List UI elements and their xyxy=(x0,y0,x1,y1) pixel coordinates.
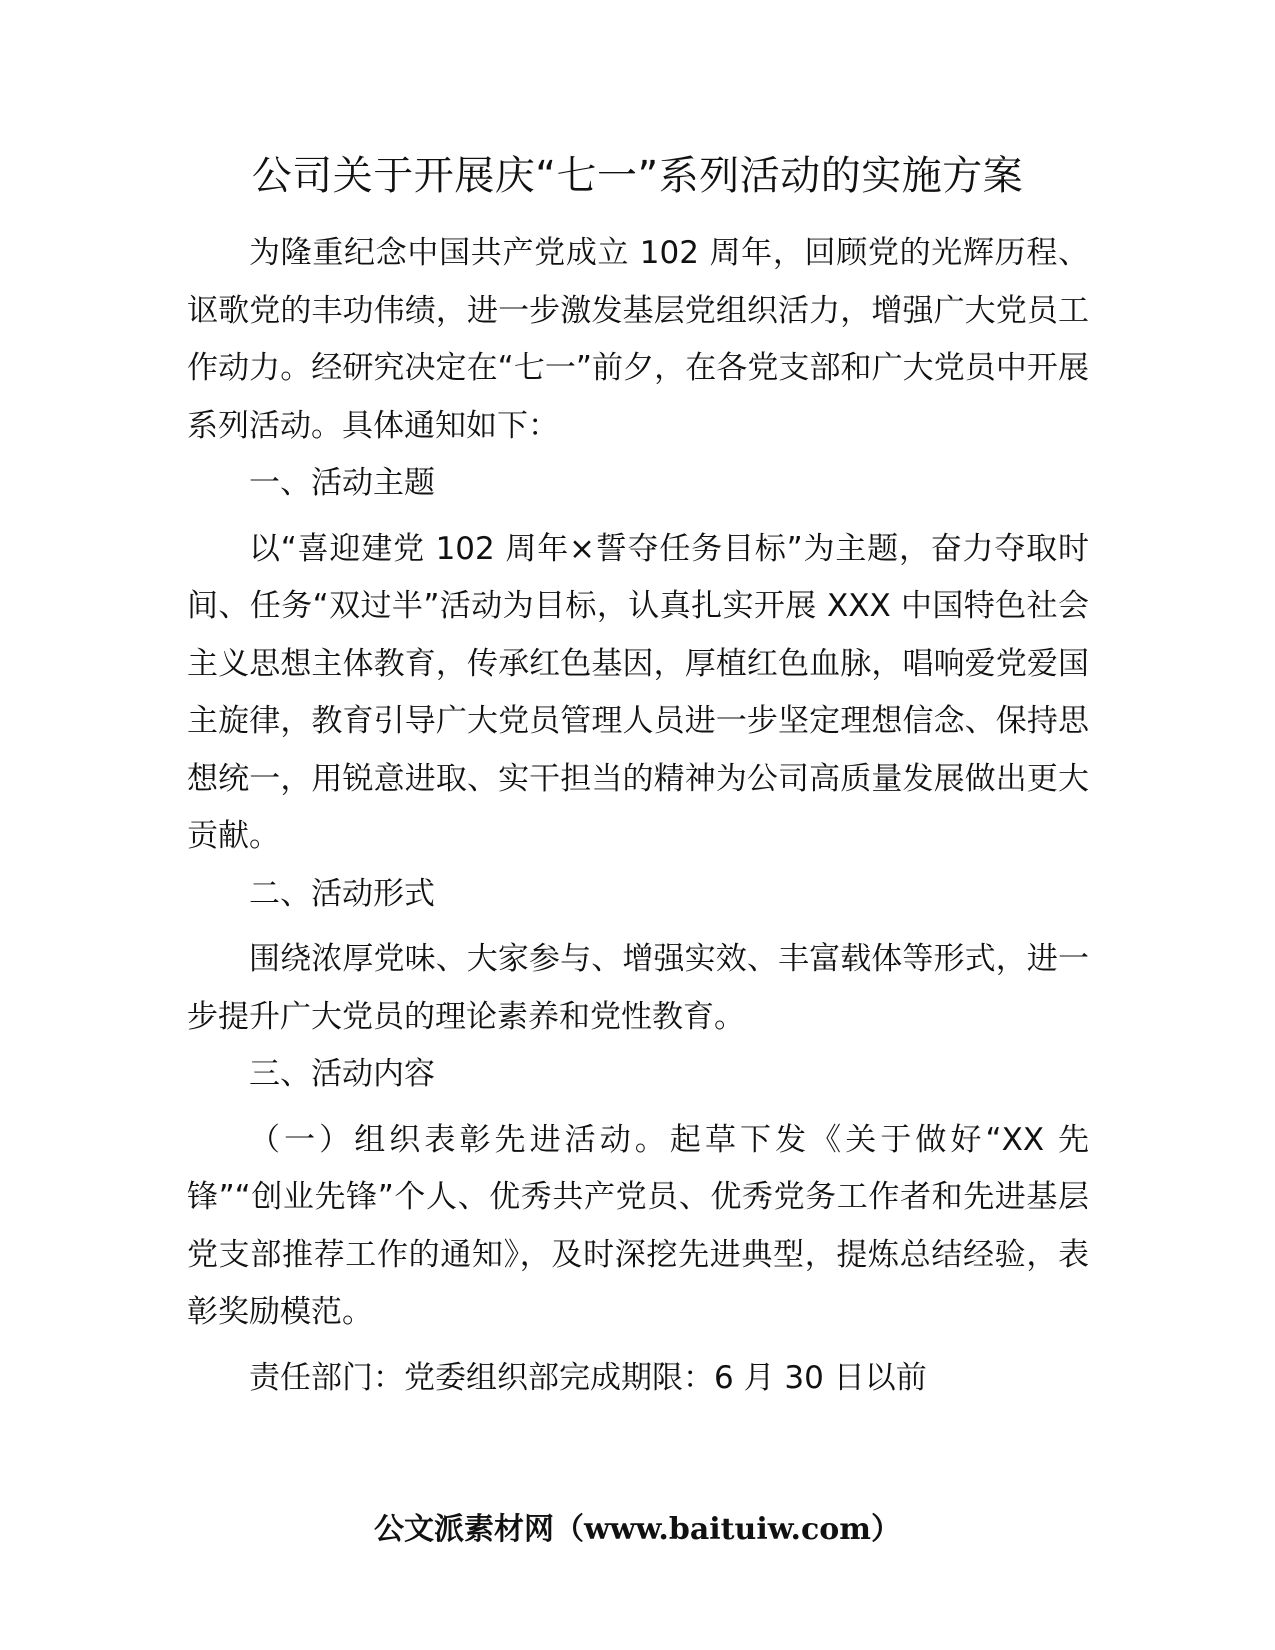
content-item-1: （一）组织表彰先进活动。起草下发《关于做好“XX 先锋”“创业先锋”个人、优秀共产党员、优秀党务工作者和先进基层党支部推荐工作的通知》，及时深挖先进典型，提炼总结经验，表彰奖励模范。 xyxy=(187,1121,1089,1330)
intro-paragraph: 为隆重纪念中国共产党成立 102 周年，回顾党的光辉历程、讴歌党的丰功伟绩，进一步激发基层党组织活力，增强广大党员工作动力。经研究决定在“七一”前夕，在各党支部和广大党员中开展系列活动。具体通知如下： xyxy=(187,235,1089,444)
section-heading-format: 二、活动形式 xyxy=(249,875,435,912)
section-heading-content: 三、活动内容 xyxy=(249,1056,435,1092)
section-text-theme: 以“喜迎建党 102 周年×誓夺任务目标”为主题，奋力夺取时间、任务“双过半”活动为目标，认真扎实开展 XXX 中国特色社会主义思想主体教育，传承红色基因，厚植红色血脉，唱响爱党爱国主旋律，教育引导广大党员管理人员进一步坚定理想信念、保持思想统一，用锐意进取、实干担当的精神为公司高质量发展做出更大贡献。 xyxy=(187,530,1089,854)
section-heading-theme: 一、活动主题 xyxy=(249,465,435,501)
content-item-1-responsibility: 责任部门：党委组织部完成期限：6 月 30 日以前 xyxy=(249,1359,927,1396)
document-body xyxy=(187,225,1089,1407)
section-text-format: 围绕浓厚党味、大家参与、增强实效、丰富载体等形式，进一步提升广大党员的理论素养和党性教育。 xyxy=(187,941,1089,1035)
document-title: 公司关于开展庆“七一”系列活动的实施方案 xyxy=(251,153,1024,199)
footer-watermark: 公文派素材网（www.baitu​iw.com） xyxy=(373,1512,902,1547)
